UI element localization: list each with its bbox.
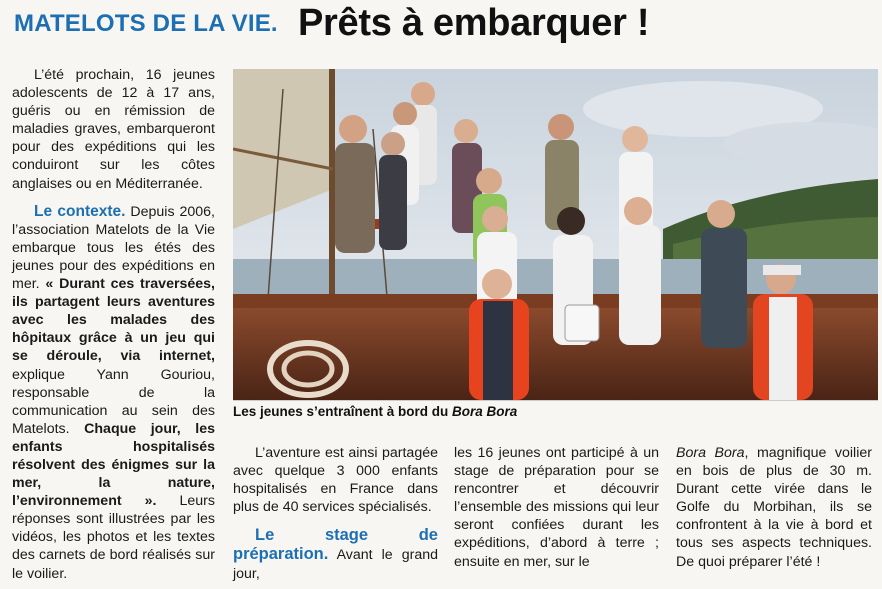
col2-paragraph: L’aventure est ainsi partagée avec quelque 3 000 enfants hospitalisés en France dans plus de 40 services spécialisés. [233, 445, 438, 516]
col4-text: , magnifique voilier en bois de plus de 30 m. Durant cette virée dans le Golfe du Morbihan, ils se confrontent à la vie à bord et tous ses aspects techniques. De quoi préparer l’été ! [676, 445, 872, 570]
col4-paragraph [676, 444, 872, 571]
context-text-a: Depuis 2006, l’association Matelots de la Vie embarque tous les étés des jeunes pour des expéditions en mer. [12, 203, 215, 293]
caption-boat-name: Bora Bora [452, 404, 518, 419]
stage-lead: Le stage de préparation. [233, 526, 438, 564]
context-paragraph [12, 203, 215, 583]
article-column-3 [454, 444, 659, 571]
context-quote-b: Chaque jour, les enfants hospitalisés résolvent des énigmes sur la mer, la nature, l’environnement ». [12, 420, 215, 510]
article-column-2 [233, 444, 438, 583]
article-column-1 [12, 66, 215, 583]
section-kicker: MATELOTS DE LA VIE. [14, 10, 278, 37]
stage-text: Avant le grand jour, [233, 547, 438, 582]
boat-name: Bora Bora [676, 445, 745, 461]
article-photo [233, 69, 878, 401]
context-lead: Le contexte. [34, 202, 126, 220]
photo-caption [233, 404, 878, 419]
col3-paragraph: les 16 jeunes ont participé à un stage de préparation pour se rencontrer et découvrir l’ensemble des missions qui leur seront confiées durant les expéditions, d’abord à terre ; ensuite en mer, sur le [454, 445, 659, 570]
article-headline: Prêts à embarquer ! [298, 2, 650, 44]
context-text-b: explique Yann Gouriou, responsable de la communication au sein des Matelots. [12, 366, 215, 437]
article-column-4 [676, 444, 872, 571]
context-quote-a: « Durant ces traversées, ils partagent leurs aventures avec les malades des hôpitaux grâce à un jeu qui se déroule, via internet, [12, 276, 215, 365]
context-text-c: Leurs réponses sont illustrées par les vidéos, les photos et les textes des carnets de bord réalisés sur le voilier. [12, 493, 216, 582]
caption-text: Les jeunes s’entraînent à bord du [233, 404, 453, 419]
stage-paragraph [233, 526, 438, 582]
intro-paragraph: L’été prochain, 16 jeunes adolescents de 12 à 17 ans, guéris ou en rémission de maladies graves, embarqueront pour des expéditions qui les conduiront sur les côtes anglaises ou en Méditerranée. [12, 67, 215, 192]
